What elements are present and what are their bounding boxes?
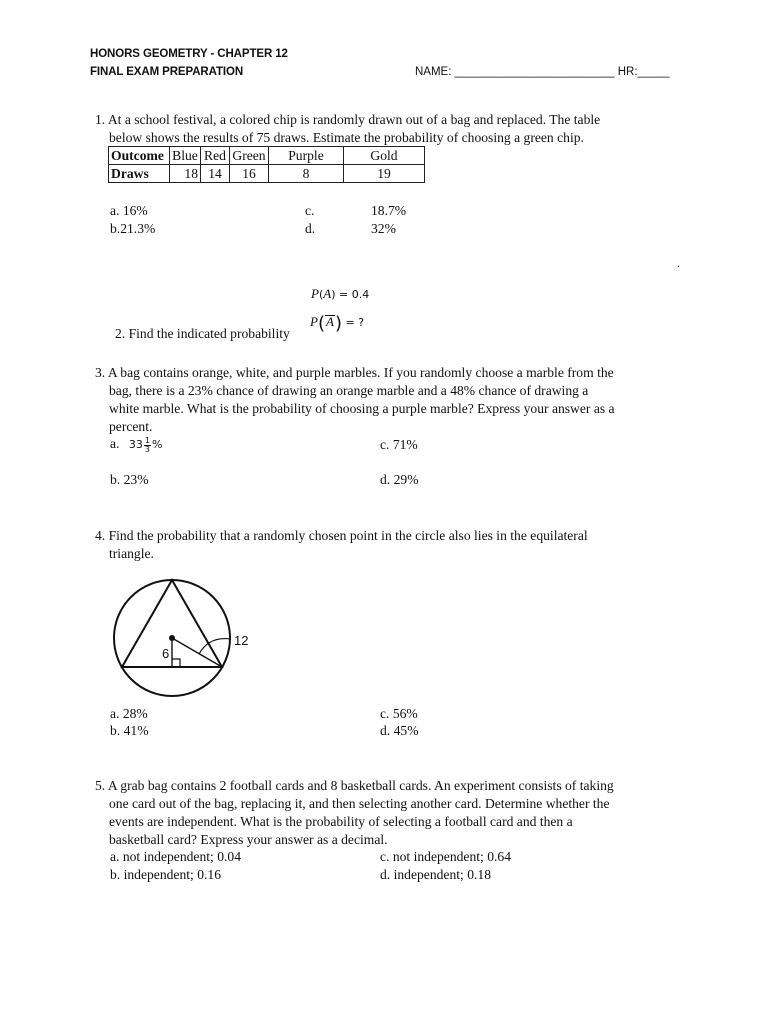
question-5-line: events are independent. What is the probability of selecting a football card and then a bbox=[109, 814, 573, 829]
table-cell: 14 bbox=[201, 165, 230, 183]
table-header-cell: Draws bbox=[109, 165, 170, 183]
question-3 bbox=[95, 364, 615, 436]
q1-option-d-letter[interactable]: d. bbox=[305, 221, 316, 236]
table-cell: Green bbox=[230, 147, 269, 165]
q1-option-b[interactable]: b.21.3% bbox=[110, 221, 156, 236]
fraction-numerator: 1 bbox=[144, 435, 150, 445]
question-5-line: basketball card? Express your answer as a decimal. bbox=[109, 832, 388, 847]
table-header-cell: Outcome bbox=[109, 147, 170, 165]
q3-option-a[interactable] bbox=[110, 436, 162, 454]
question-1-line: below shows the results of 75 draws. Estimate the probability of choosing a green chip. bbox=[109, 130, 584, 145]
question-1-line: 1. At a school festival, a colored chip is randomly drawn out of a bag and replaced. The table bbox=[95, 112, 601, 127]
question-2: 2. Find the indicated probability bbox=[115, 326, 290, 341]
question-4-line: triangle. bbox=[109, 546, 154, 561]
question-1 bbox=[95, 111, 600, 147]
given-probability-event: A bbox=[323, 286, 332, 301]
q5-option-d[interactable]: d. independent; 0.18 bbox=[380, 867, 491, 882]
q4-option-d[interactable]: d. 45% bbox=[380, 723, 419, 738]
complement-probability-fn: P bbox=[310, 314, 318, 329]
center-point bbox=[169, 635, 175, 641]
course-title: HONORS GEOMETRY - CHAPTER 12 bbox=[90, 48, 288, 60]
question-3-line: percent. bbox=[109, 419, 153, 434]
percent-sign: % bbox=[151, 438, 163, 451]
q4-option-a[interactable]: a. 28% bbox=[110, 706, 148, 721]
question-5-line: one card out of the bag, replacing it, and then selecting another card. Determine whether the bbox=[109, 796, 610, 811]
q1-option-a[interactable]: a. 16% bbox=[110, 203, 148, 218]
stray-mark: . bbox=[677, 256, 680, 270]
circle-triangle-figure bbox=[105, 578, 265, 700]
mixed-number-whole: 33 bbox=[128, 438, 143, 451]
q1-option-c-value[interactable]: 18.7% bbox=[371, 203, 407, 218]
q1-option-c-letter[interactable]: c. bbox=[305, 203, 315, 218]
table-cell: Purple bbox=[269, 147, 344, 165]
table-cell: 19 bbox=[344, 165, 425, 183]
fraction-denominator: 3 bbox=[144, 444, 150, 454]
chip-results-table bbox=[108, 146, 425, 183]
table-cell: 16 bbox=[230, 165, 269, 183]
given-probability-fn: P bbox=[311, 286, 319, 301]
table-cell: 18 bbox=[170, 165, 201, 183]
exam-subtitle: FINAL EXAM PREPARATION bbox=[90, 66, 244, 78]
q5-option-c[interactable]: c. not independent; 0.64 bbox=[380, 849, 511, 864]
label-leader-line bbox=[199, 639, 231, 654]
q5-option-b[interactable]: b. independent; 0.16 bbox=[110, 867, 221, 882]
label-6: 6 bbox=[162, 646, 170, 661]
question-4 bbox=[95, 527, 588, 563]
q3-option-a-value bbox=[128, 435, 163, 454]
question-4-line: 4. Find the probability that a randomly chosen point in the circle also lies in the equilateral bbox=[95, 528, 588, 543]
table-cell: Blue bbox=[170, 147, 201, 165]
question-3-line: bag, there is a 23% chance of drawing an orange marble and a 48% chance of drawing a bbox=[109, 383, 589, 398]
name-field[interactable]: NAME: _________________________ HR:_____ bbox=[415, 66, 670, 78]
complement-probability-value: ? bbox=[358, 316, 365, 329]
label-12: 12 bbox=[234, 633, 249, 648]
table-row bbox=[109, 165, 425, 183]
table-cell: Gold bbox=[344, 147, 425, 165]
table-row bbox=[109, 147, 425, 165]
q1-option-d-value[interactable]: 32% bbox=[371, 221, 396, 236]
question-5 bbox=[95, 777, 614, 849]
q3-option-a-letter: a. bbox=[110, 436, 120, 451]
right-angle-mark bbox=[172, 659, 180, 667]
question-5-line: 5. A grab bag contains 2 football cards and 8 basketball cards. An experiment consists of taking bbox=[95, 778, 614, 793]
table-cell: 8 bbox=[269, 165, 344, 183]
complement-event: A bbox=[325, 314, 334, 329]
complement-probability: P(A) = ? bbox=[310, 313, 365, 334]
q3-option-b[interactable]: b. 23% bbox=[110, 472, 149, 487]
q3-option-d[interactable]: d. 29% bbox=[380, 472, 419, 487]
given-probability-value: 0.4 bbox=[351, 288, 370, 301]
q5-option-a[interactable]: a. not independent; 0.04 bbox=[110, 849, 241, 864]
given-probability: P(A) = 0.4 bbox=[311, 286, 370, 301]
question-3-line: 3. A bag contains orange, white, and purple marbles. If you randomly choose a marble from the bbox=[95, 365, 614, 380]
q3-option-c[interactable]: c. 71% bbox=[380, 437, 418, 452]
q4-option-c[interactable]: c. 56% bbox=[380, 706, 418, 721]
table-cell: Red bbox=[201, 147, 230, 165]
q4-option-b[interactable]: b. 41% bbox=[110, 723, 149, 738]
question-3-line: white marble. What is the probability of choosing a purple marble? Express your answer as a bbox=[109, 401, 615, 416]
